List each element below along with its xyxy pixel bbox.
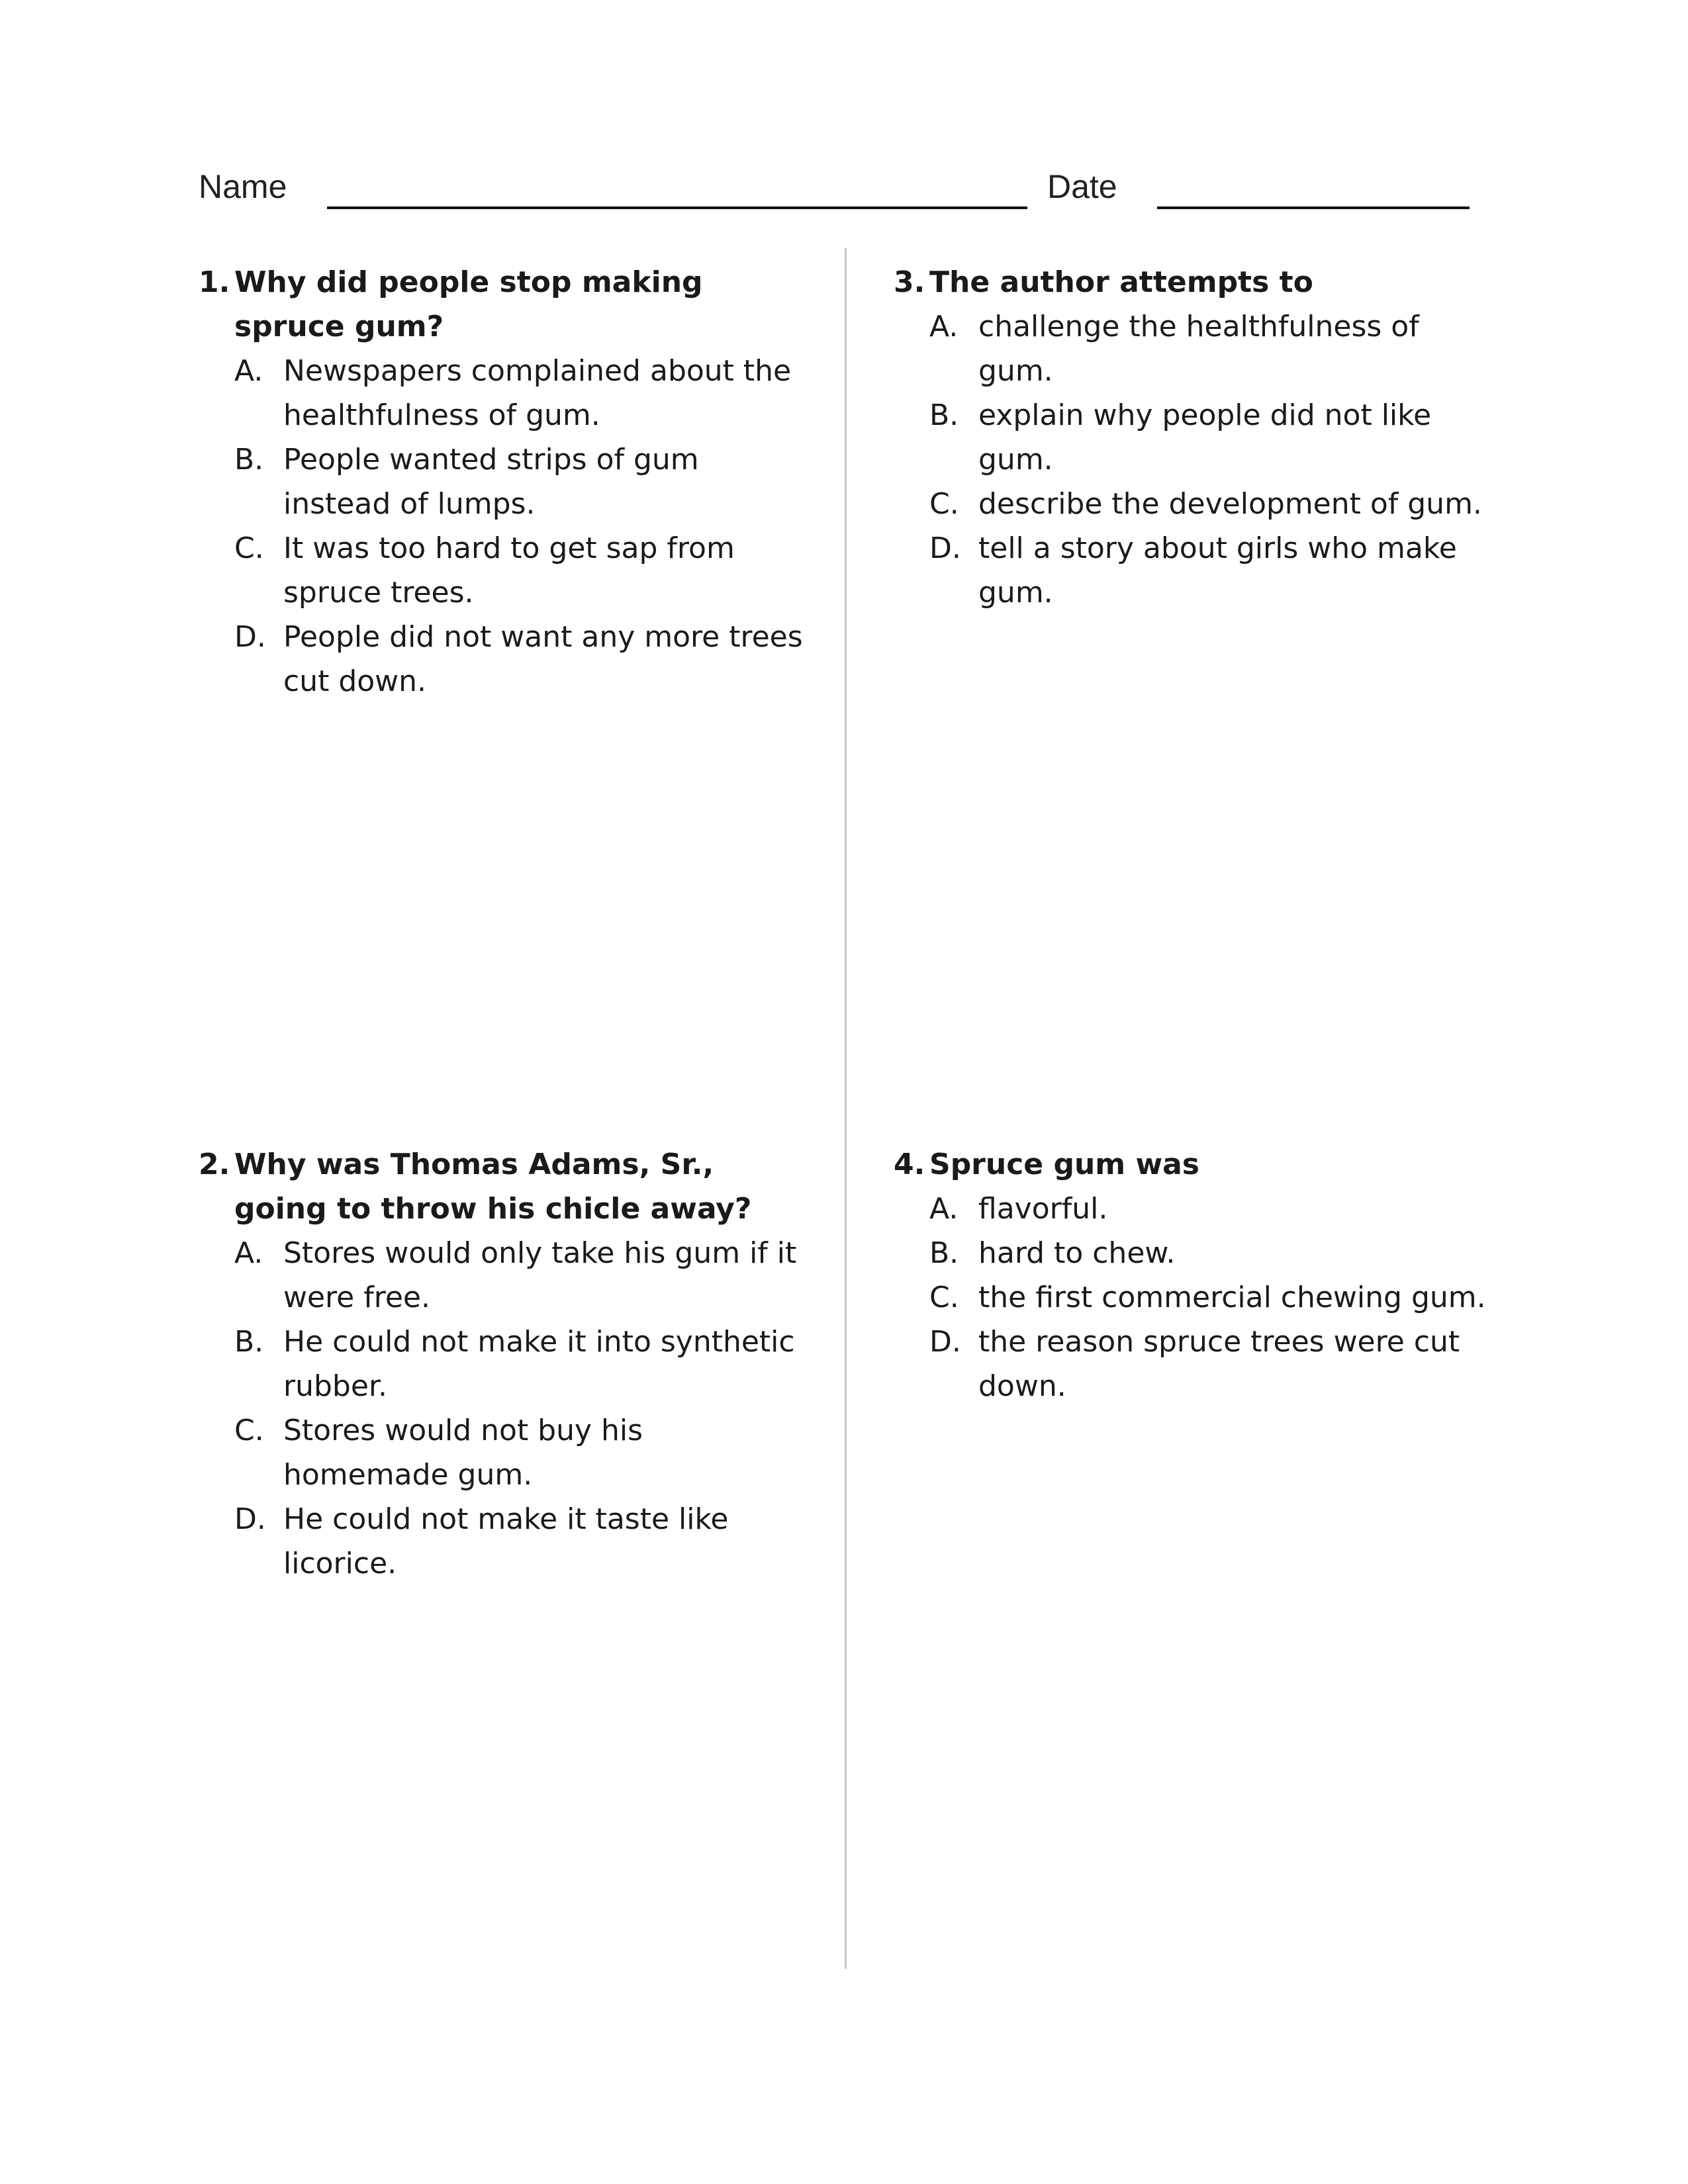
option-letter: C. — [929, 1281, 959, 1314]
question-4 — [894, 1142, 1503, 1408]
name-label: Name — [199, 168, 287, 205]
option-text: flavorful. — [978, 1192, 1108, 1226]
answer-option-c[interactable] — [929, 1275, 1503, 1320]
option-letter: B. — [234, 443, 264, 477]
question-stem — [894, 1142, 1503, 1187]
option-letter: C. — [234, 1414, 264, 1447]
date-field-line[interactable] — [1157, 206, 1470, 209]
date-label: Date — [1047, 168, 1117, 205]
answer-options — [199, 1231, 808, 1586]
question-text: Why did people stop making spruce gum? — [234, 265, 703, 343]
question-1 — [199, 260, 808, 704]
option-letter: C. — [929, 487, 959, 521]
option-letter: D. — [234, 620, 266, 654]
answer-option-a[interactable] — [929, 1187, 1503, 1231]
option-text: People did not want any more trees cut down. — [283, 620, 803, 698]
answer-option-d[interactable] — [929, 526, 1503, 615]
option-letter: C. — [234, 531, 264, 565]
answer-option-b[interactable] — [234, 437, 808, 526]
question-text: Spruce gum was — [929, 1148, 1199, 1181]
answer-option-a[interactable] — [929, 304, 1503, 393]
question-number: 4. — [894, 1148, 925, 1181]
option-text: hard to chew. — [978, 1236, 1176, 1270]
option-text: People wanted strips of gum instead of lumps. — [283, 443, 699, 521]
name-field-line[interactable] — [327, 206, 1027, 209]
answer-options — [894, 304, 1503, 615]
column-divider — [845, 248, 847, 1969]
option-text: Stores would not buy his homemade gum. — [283, 1414, 643, 1492]
answer-option-a[interactable] — [234, 1231, 808, 1320]
option-letter: B. — [234, 1325, 264, 1359]
option-text: explain why people did not like gum. — [978, 398, 1432, 477]
answer-option-d[interactable] — [929, 1320, 1503, 1408]
answer-option-b[interactable] — [234, 1320, 808, 1408]
answer-option-a[interactable] — [234, 349, 808, 437]
option-text: challenge the healthfulness of gum. — [978, 310, 1419, 388]
option-text: Stores would only take his gum if it were free. — [283, 1236, 797, 1314]
question-stem — [199, 260, 808, 349]
answer-option-d[interactable] — [234, 615, 808, 704]
question-3 — [894, 260, 1503, 615]
answer-options — [894, 1187, 1503, 1408]
question-text: Why was Thomas Adams, Sr., going to throw his chicle away? — [234, 1148, 752, 1226]
question-text: The author attempts to — [929, 265, 1313, 299]
worksheet-header — [199, 165, 1470, 218]
option-text: the reason spruce trees were cut down. — [978, 1325, 1460, 1403]
option-text: the first commercial chewing gum. — [978, 1281, 1486, 1314]
answer-option-c[interactable] — [929, 482, 1503, 526]
option-letter: A. — [929, 1192, 959, 1226]
answer-option-d[interactable] — [234, 1497, 808, 1586]
question-2 — [199, 1142, 808, 1586]
answer-option-b[interactable] — [929, 393, 1503, 482]
option-letter: D. — [234, 1502, 266, 1536]
option-text: He could not make it into synthetic rubber. — [283, 1325, 795, 1403]
answer-options — [199, 349, 808, 704]
answer-option-c[interactable] — [234, 526, 808, 615]
question-stem — [199, 1142, 808, 1231]
question-number: 1. — [199, 265, 230, 299]
question-stem — [894, 260, 1503, 304]
option-text: describe the development of gum. — [978, 487, 1482, 521]
option-text: Newspapers complained about the healthfulness of gum. — [283, 354, 792, 432]
option-letter: B. — [929, 398, 959, 432]
option-letter: A. — [929, 310, 959, 343]
option-letter: A. — [234, 1236, 263, 1270]
option-text: tell a story about girls who make gum. — [978, 531, 1457, 610]
option-letter: B. — [929, 1236, 959, 1270]
option-letter: D. — [929, 1325, 961, 1359]
question-number: 2. — [199, 1148, 230, 1181]
option-letter: D. — [929, 531, 961, 565]
option-text: He could not make it taste like licorice. — [283, 1502, 729, 1580]
option-letter: A. — [234, 354, 263, 388]
option-text: It was too hard to get sap from spruce trees. — [283, 531, 735, 610]
answer-option-b[interactable] — [929, 1231, 1503, 1275]
question-number: 3. — [894, 265, 925, 299]
answer-option-c[interactable] — [234, 1408, 808, 1497]
